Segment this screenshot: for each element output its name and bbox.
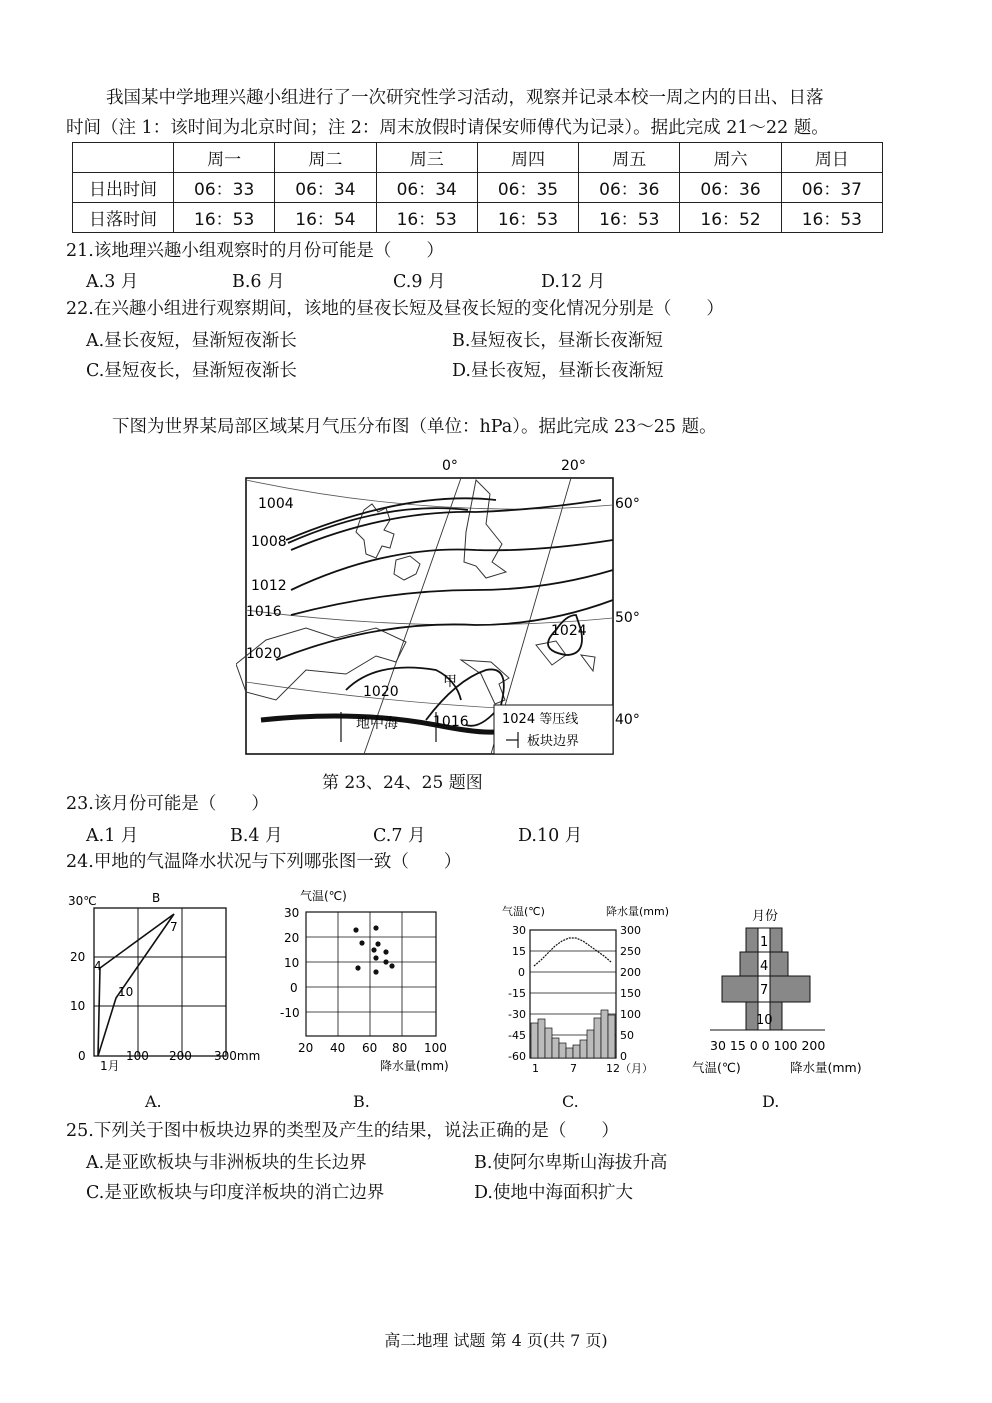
q21-option-a[interactable]: A.3 月 [86,272,139,292]
question-22-stem: 22.在兴趣小组进行观察期间，该地的昼夜长短及昼夜长短的变化情况分别是（ ） [66,299,724,319]
figure-a [64,888,274,1078]
x-tick: 80 [392,1041,408,1055]
table-header-cell: 周日 [781,143,882,173]
fig-c-ylabel-right: 降水量(mm) [606,905,670,918]
page-footer: 高二地理 试题 第 4 页(共 7 页) [384,1331,608,1350]
table-cell: 16：54 [275,203,376,233]
point-label: 7 [170,920,178,934]
table-header-cell: 周二 [275,143,376,173]
y-tick: 50 [620,1029,634,1042]
isobar-label: 1012 [251,578,287,594]
y-tick: 10 [70,999,86,1013]
q25-option-d[interactable]: D.使地中海面积扩大 [474,1183,633,1203]
figure-b [280,886,470,1078]
place-label-jia: 甲 [443,674,457,690]
table-cell: 日出时间 [73,173,174,203]
lat-label: 60° [615,496,640,512]
table-cell: 16：53 [579,203,680,233]
question-23-stem: 23.该月份可能是（ ） [66,794,269,814]
x-tick: 20 [298,1041,314,1055]
y-tick: 250 [620,945,641,958]
table-header-cell: 周五 [579,143,680,173]
table-cell: 06：33 [174,173,275,203]
y-tick: 20 [70,950,86,964]
table-cell: 06：34 [275,173,376,203]
month-label: 10 [756,1013,773,1028]
table-header-cell: 周一 [174,143,275,173]
fig-d-xlabel-right: 降水量(mm) [790,1060,862,1075]
x-tick: 7 [570,1062,577,1075]
table-row [73,203,883,233]
lat-label: 40° [615,712,640,728]
table-header-cell: 周三 [376,143,477,173]
intro-text-1: 我国某中学地理兴趣小组进行了一次研究性学习活动，观察并记录本校一周之内的日出、日落 [106,88,824,108]
table-cell: 16：53 [781,203,882,233]
month-label: 7 [760,983,769,998]
isobar-label: 1020 [246,646,282,662]
table-cell: 16：52 [680,203,781,233]
lat-label: 50° [615,610,640,626]
x-tick: 100 [126,1049,149,1063]
q23-option-b[interactable]: B.4 月 [230,826,283,846]
q23-option-d[interactable]: D.10 月 [518,826,583,846]
month-label: 1 [760,935,769,950]
intro-text-2: 下图为世界某局部区域某月气压分布图（单位：hPa）。据此完成 23～25 题。 [112,417,717,437]
q21-option-b[interactable]: B.6 月 [232,272,285,292]
question-21-stem: 21.该地理兴趣小组观察时的月份可能是（ ） [66,241,444,261]
isobar-label: 1024 [551,623,587,639]
table-cell: 06：37 [781,173,882,203]
q21-option-c[interactable]: C.9 月 [393,272,446,292]
y-tick: -15 [508,987,526,1000]
table-header-row [73,143,883,173]
y-tick: 100 [620,1008,641,1021]
x-tick: 300mm [214,1049,261,1063]
place-label-mediterranean: 地中海 [356,716,398,732]
month-label: 4 [760,959,769,974]
figure-c-label[interactable]: C. [562,1092,579,1111]
q22-option-d[interactable]: D.昼长夜短，昼渐长夜渐短 [452,361,664,381]
figure-a-label[interactable]: A. [145,1092,162,1111]
point-label: 4 [94,959,102,973]
table-cell: 日落时间 [73,203,174,233]
y-tick: -10 [280,1006,300,1020]
isobar-label: 1016 [433,714,469,730]
q22-option-c[interactable]: C.昼短夜长，昼渐短夜渐长 [86,361,297,381]
y-tick: 200 [620,966,641,979]
y-tick: 15 [512,945,526,958]
intro-text-1b: 时间（注 1：该时间为北京时间；注 2：周末放假时请保安师傅代为记录）。据此完成 21～22 题。 [66,118,829,138]
pressure-map [236,450,656,760]
x-tick: 40 [330,1041,346,1055]
y-tick: 300 [620,924,641,937]
fig-a-b: B [152,891,161,905]
table-cell: 16：53 [174,203,275,233]
fig-b-ylabel: 气温(℃) [300,889,347,903]
table-cell: 06：36 [579,173,680,203]
q22-option-a[interactable]: A.昼长夜短，昼渐短夜渐长 [86,331,297,351]
y-tick: 20 [284,931,300,945]
fig-d-title: 月份 [752,909,779,924]
figure-d-label[interactable]: D. [762,1092,780,1111]
point-label: 1月 [100,1059,120,1073]
x-tick: 12（月） [606,1062,653,1075]
figure-c [498,900,693,1078]
x-tick: 60 [362,1041,378,1055]
q25-option-b[interactable]: B.使阿尔卑斯山海拔升高 [474,1153,668,1173]
y-tick: -45 [508,1029,526,1042]
y-tick: 30 [512,924,526,937]
isobar-label: 1008 [251,534,287,550]
figure-b-label[interactable]: B. [353,1092,370,1111]
y-tick: -30 [508,1008,526,1021]
q25-option-c[interactable]: C.是亚欧板块与印度洋板块的消亡边界 [86,1183,385,1203]
q23-option-a[interactable]: A.1 月 [86,826,139,846]
table-row [73,173,883,203]
isobar-label: 1004 [258,496,294,512]
question-24-stem: 24.甲地的气温降水状况与下列哪张图一致（ ） [66,852,462,872]
map-caption: 第 23、24、25 题图 [322,773,483,793]
q21-option-d[interactable]: D.12 月 [541,272,606,292]
y-tick: -60 [508,1050,526,1063]
y-tick: 0 [620,1050,627,1063]
table-header-cell [73,143,174,173]
fig-b-xlabel: 降水量(mm) [380,1059,449,1073]
table-cell: 06：34 [376,173,477,203]
legend-plate-boundary: 板块边界 [527,734,580,749]
fig-d-x-ticks: 30 15 0 0 100 200 [710,1038,826,1053]
fig-a-top: 30℃ [68,894,97,908]
fig-d-xlabel-left: 气温(℃) [692,1060,741,1075]
isobar-label: 1016 [246,604,282,620]
question-25-stem: 25.下列关于图中板块边界的类型及产生的结果，说法正确的是（ ） [66,1121,619,1141]
legend-isobar: 1024 等压线 [502,712,579,727]
y-tick: 10 [284,956,300,970]
sunrise-sunset-table [72,142,883,233]
table-cell: 16：53 [376,203,477,233]
y-tick: 150 [620,987,641,1000]
table-cell: 06：36 [680,173,781,203]
x-tick: 1 [532,1062,539,1075]
y-tick: 30 [284,906,300,920]
lon-label: 0° [442,458,458,474]
x-tick: 100 [424,1041,447,1055]
table-header-cell: 周四 [477,143,578,173]
y-tick: 0 [78,1049,86,1063]
table-cell: 06：35 [477,173,578,203]
q22-option-b[interactable]: B.昼短夜长，昼渐长夜渐短 [452,331,663,351]
x-tick: 200 [169,1049,192,1063]
table-cell: 16：53 [477,203,578,233]
lon-label: 20° [561,458,586,474]
q25-option-a[interactable]: A.是亚欧板块与非洲板块的生长边界 [86,1153,367,1173]
table-header-cell: 周六 [680,143,781,173]
figure-d [690,900,875,1080]
point-label: 10 [118,985,134,999]
fig-c-ylabel-left: 气温(℃) [502,905,545,918]
q23-option-c[interactable]: C.7 月 [373,826,426,846]
isobar-label: 1020 [363,684,399,700]
y-tick: 0 [518,966,525,979]
y-tick: 0 [290,981,298,995]
